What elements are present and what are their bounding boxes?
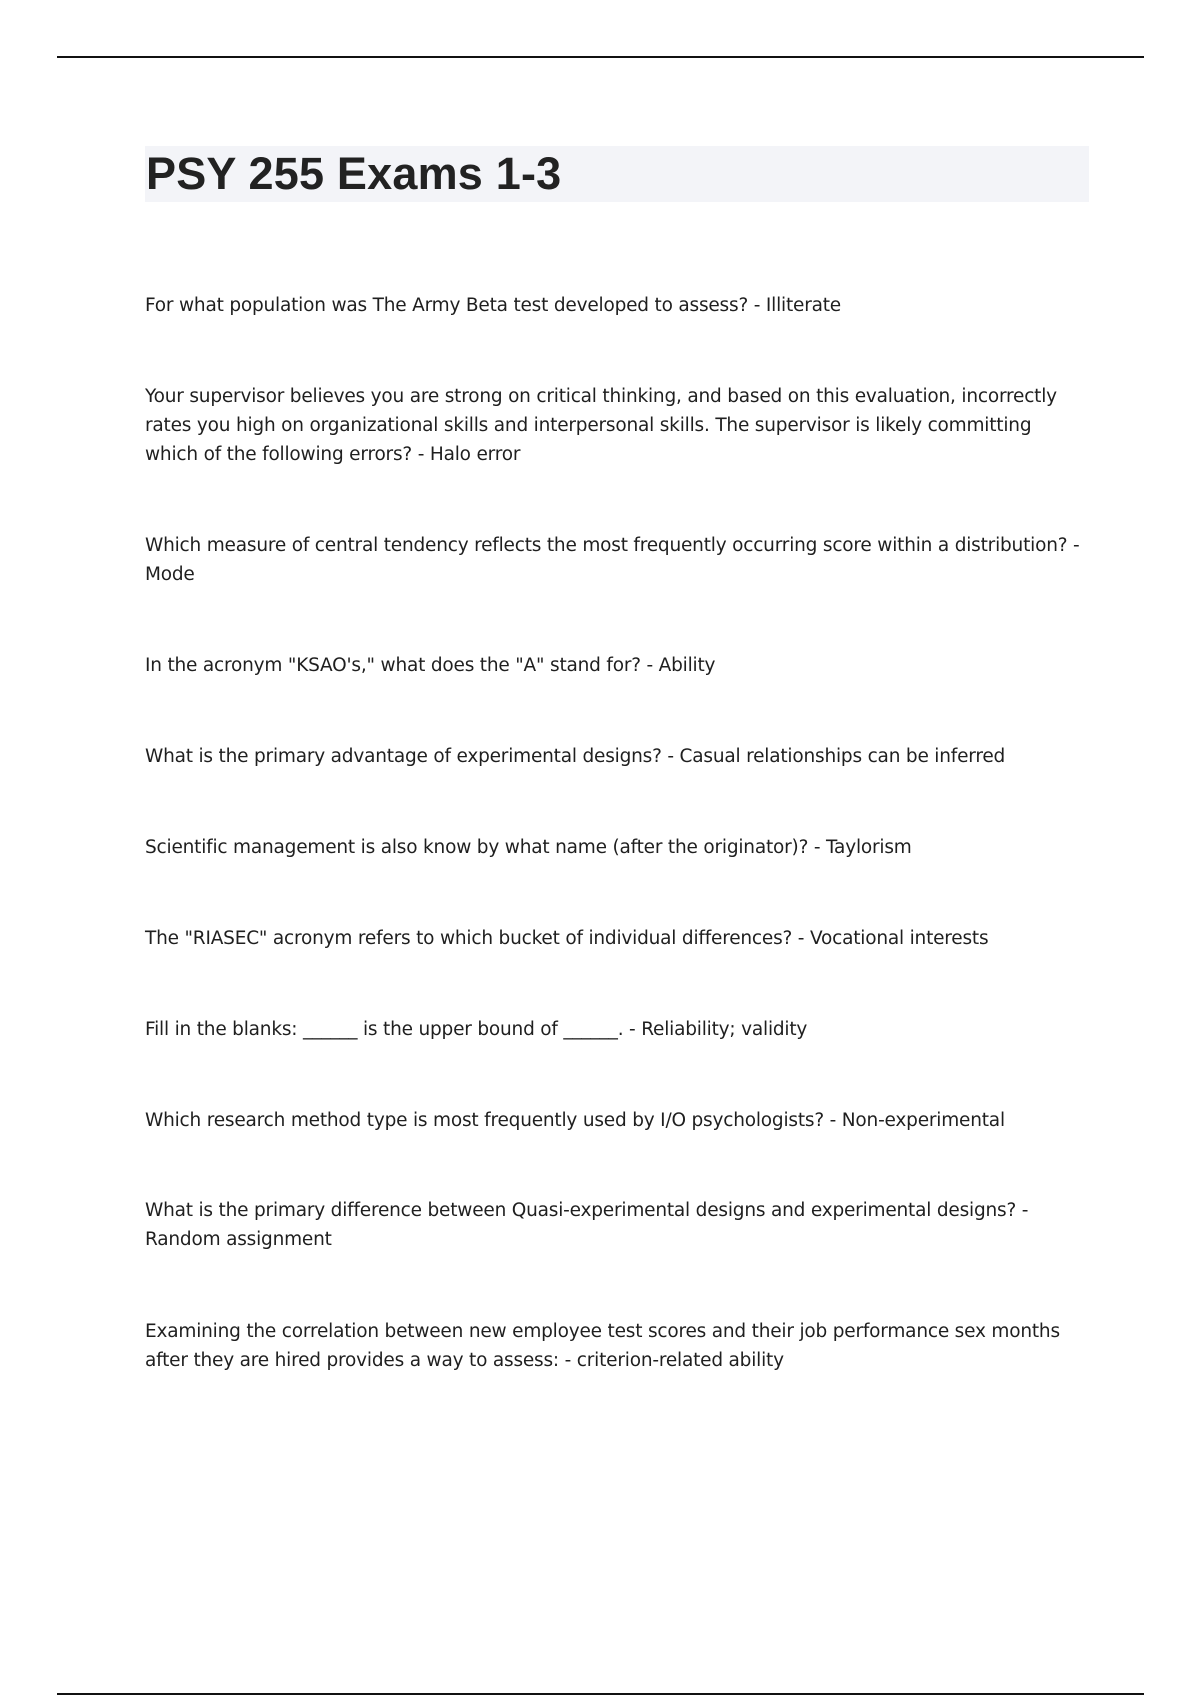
qa-item-10: What is the primary difference between Quasi-experimental designs and experimental designs? - Random assignment xyxy=(145,1200,1029,1250)
qa-item-11: Examining the correlation between new employee test scores and their job performance sex months after they are hired provides a way to assess: - criterion-related ability xyxy=(145,1321,1060,1371)
qa-item-2: Your supervisor believes you are strong on critical thinking, and based on this evaluation, incorrectly rates you high on organizational skills and interpersonal skills. The supervisor is likely committing which of the following errors? - Halo error xyxy=(145,386,1057,465)
top-rule xyxy=(57,56,1144,58)
qa-item-8: Fill in the blanks: ______ is the upper bound of ______. - Reliability; validity xyxy=(145,1019,808,1040)
qa-item-1: For what population was The Army Beta test developed to assess? - Illiterate xyxy=(145,295,841,316)
qa-item-9: Which research method type is most frequently used by I/O psychologists? - Non-experimental xyxy=(145,1110,1005,1131)
qa-item-3: Which measure of central tendency reflects the most frequently occurring score within a distribution? - Mode xyxy=(145,535,1080,585)
qa-item-6: Scientific management is also know by what name (after the originator)? - Taylorism xyxy=(145,837,912,858)
qa-item-7: The "RIASEC" acronym refers to which bucket of individual differences? - Vocational interests xyxy=(145,928,989,949)
qa-item-5: What is the primary advantage of experimental designs? - Casual relationships can be inferred xyxy=(145,746,1006,767)
document-title: PSY 255 Exams 1-3 xyxy=(146,148,562,199)
qa-item-4: In the acronym "KSAO's," what does the "A" stand for? - Ability xyxy=(145,655,716,676)
bottom-rule xyxy=(57,1693,1144,1695)
